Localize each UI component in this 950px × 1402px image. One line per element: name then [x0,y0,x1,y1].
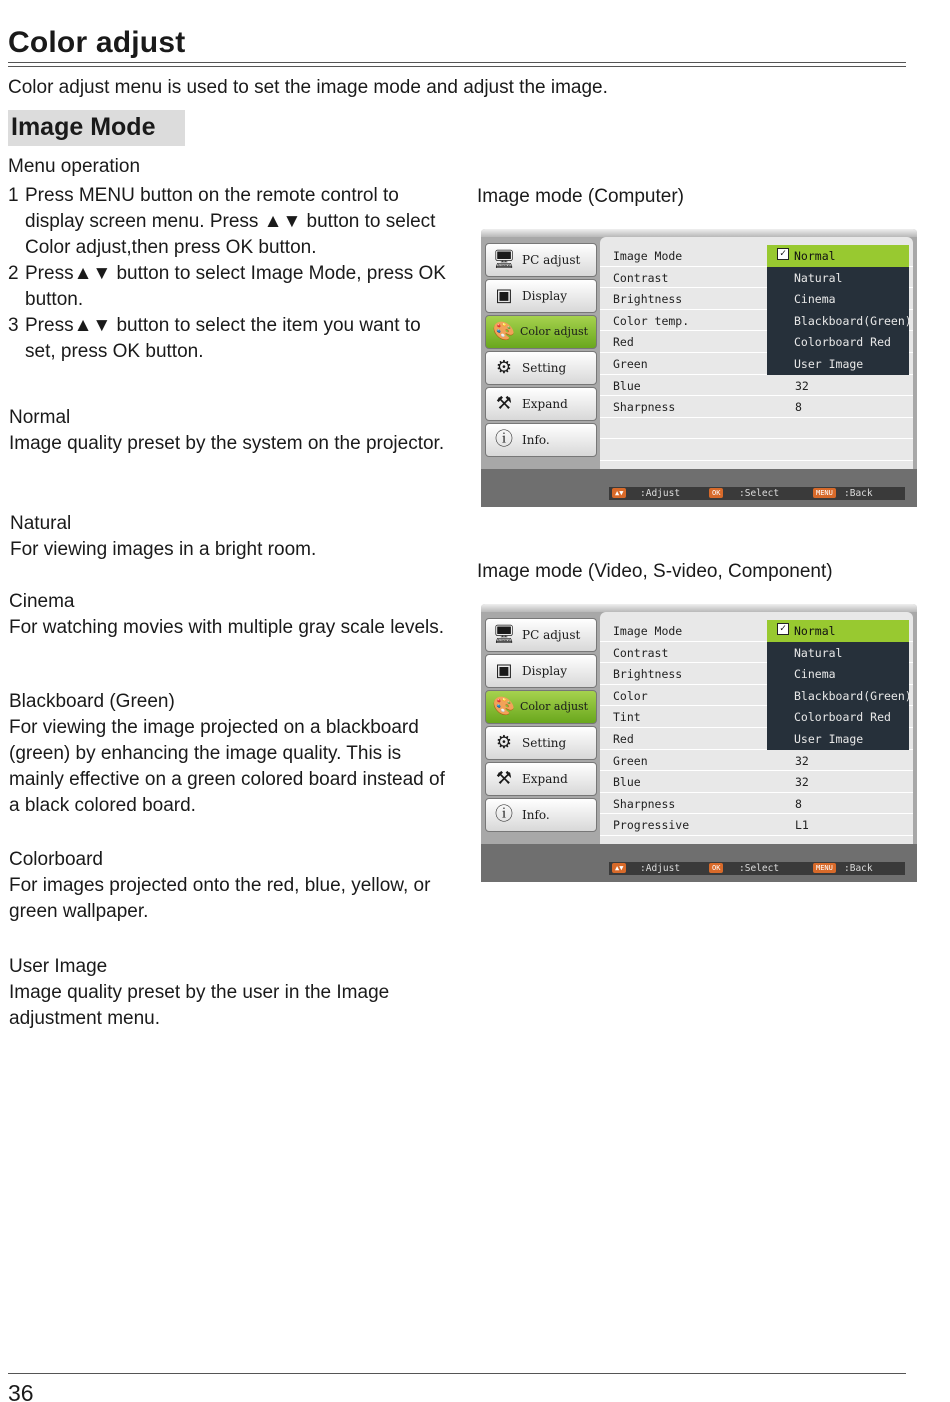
ok-key-icon: OK [709,863,723,873]
ok-key-icon: OK [709,488,723,498]
row-label: Image Mode [613,624,683,638]
palette-icon: 🎨 [492,696,516,717]
nav-label: Expand [522,772,568,786]
nav-display[interactable] [485,279,597,313]
status-adjust: :Adjust [640,863,681,874]
menu-operation-label: Menu operation [8,156,141,177]
row-label: Red [613,335,634,350]
mode-name: Cinema [9,591,75,612]
row-label: Red [613,731,634,746]
image-mode-dropdown [767,620,912,750]
info-icon: ⓘ [495,804,513,825]
step-text: Press▲▼ button to select the item you want to set, press OK button. [25,315,421,362]
step-item [8,183,448,261]
tools-icon: ⚒ [495,768,513,789]
screen-caption: Image mode (Video, S-video, Component) [477,561,833,582]
dropdown-option[interactable]: Colorboard Red [794,335,891,350]
mode-name: User Image [9,956,108,977]
row-value: 8 [795,796,802,811]
monitor-icon: 🖥 [492,249,516,270]
dropdown-option[interactable]: Blackboard(Green) [794,313,912,328]
dropdown-option-selected[interactable]: ✓ Normal [767,620,909,642]
dropdown-option[interactable]: Colorboard Red [794,710,891,725]
dropdown-option[interactable]: Natural [794,645,843,660]
mode-normal [9,405,449,457]
row-label: Color temp. [613,313,690,328]
nav-color-adjust[interactable] [485,315,597,349]
display-icon: ▣ [495,285,513,306]
row-label: Blue [613,775,641,790]
row-label: Progressive [613,818,690,833]
nav-pc-adjust[interactable] [485,618,597,652]
palette-icon: 🎨 [492,321,516,342]
arrows-key-icon: ▲▼ [612,863,626,873]
menu-key-icon: MENU [813,863,836,873]
nav-display[interactable] [485,654,597,688]
menu-row-progressive[interactable] [600,814,913,836]
screen-caption: Image mode (Computer) [477,186,684,207]
mode-name: Colorboard [9,849,103,870]
mode-natural [10,511,450,563]
row-label: Green [613,753,648,768]
row-label: Contrast [613,645,669,660]
nav-label: Expand [522,397,568,411]
osd-top-bevel [481,229,917,237]
nav-label: PC adjust [522,628,581,642]
nav-label: Color adjust [520,325,589,338]
osd-nav [485,243,598,459]
step-item [8,313,448,365]
row-label: Color [613,688,648,703]
menu-row-blue[interactable] [600,375,913,397]
row-label: Green [613,356,648,371]
row-label: Contrast [613,270,669,285]
tools-icon: ⚒ [495,393,513,414]
step-number: 3 [8,315,19,336]
mode-description: For viewing images in a bright room. [10,539,317,560]
display-icon: ▣ [495,660,513,681]
mode-cinema [9,589,449,641]
step-text: Press MENU button on the remote control to display screen menu. Press ▲▼ button to select Color adjust,then press OK button. [25,185,436,258]
dropdown-option[interactable]: Cinema [794,292,836,307]
mode-description: For watching movies with multiple gray scale levels. [9,617,445,638]
menu-row-empty [600,418,913,440]
osd-screen-video [481,604,917,882]
page-number: 36 [8,1380,34,1402]
row-label: Brightness [613,667,683,682]
mode-user-image [9,954,449,1032]
osd-menu-panel [600,237,913,469]
nav-expand[interactable] [485,762,597,796]
row-value: 32 [795,753,809,768]
row-label: Image Mode [613,249,683,263]
row-label: Sharpness [613,796,676,811]
step-number: 1 [8,185,19,206]
menu-row-sharpness[interactable] [600,396,913,418]
menu-row-blue[interactable] [600,771,913,793]
dropdown-option[interactable]: Natural [794,270,843,285]
gears-icon: ⚙ [495,357,513,378]
row-value: 32 [795,775,809,790]
mode-description: Image quality preset by the user in the Image adjustment menu. [9,982,390,1029]
dropdown-option[interactable]: User Image [794,731,864,746]
osd-status-bar [609,487,905,500]
nav-setting[interactable] [485,351,597,385]
row-label: Brightness [613,292,683,307]
row-label: Blue [613,378,641,393]
footer-rule [8,1373,906,1374]
status-select: :Select [739,863,780,874]
nav-setting[interactable] [485,726,597,760]
nav-label: Display [522,664,568,678]
nav-label: PC adjust [522,253,581,267]
osd-menu-panel [600,612,913,844]
nav-pc-adjust[interactable] [485,243,597,277]
dropdown-option[interactable]: Blackboard(Green) [794,688,912,703]
row-label: Tint [613,710,641,725]
mode-blackboard [9,689,449,819]
info-icon: ⓘ [495,429,513,450]
status-back: :Back [844,488,873,499]
nav-label: Info. [522,433,550,447]
step-number: 2 [8,263,19,284]
title-rule-double [8,66,906,67]
nav-label: Setting [522,361,567,375]
mode-description: For images projected onto the red, blue, yellow, or green wallpaper. [9,875,431,922]
checkbox-icon: ✓ [777,248,789,260]
nav-label: Setting [522,736,567,750]
mode-description: Image quality preset by the system on the projector. [9,433,445,454]
row-value: L1 [795,818,809,833]
image-mode-dropdown [767,245,912,375]
osd-nav [485,618,598,834]
nav-label: Info. [522,808,550,822]
status-adjust: :Adjust [640,488,681,499]
row-label: Sharpness [613,400,676,415]
nav-info[interactable] [485,798,597,832]
mode-name: Natural [10,513,72,534]
checkbox-icon: ✓ [777,623,789,635]
row-value: 32 [795,378,809,393]
gears-icon: ⚙ [495,732,513,753]
mode-name: Normal [9,407,71,428]
step-item [8,261,448,313]
menu-row-sharpness[interactable] [600,793,913,815]
nav-label: Color adjust [520,700,589,713]
menu-key-icon: MENU [813,488,836,498]
nav-expand[interactable] [485,387,597,421]
dropdown-option[interactable]: Cinema [794,667,836,682]
osd-top-bevel [481,604,917,612]
mode-description: For viewing the image projected on a blackboard (green) by enhancing the image quality. This is mainly effective on a green colored board instead of a black colored board. [9,717,445,816]
menu-row-green[interactable] [600,750,913,772]
mode-colorboard [9,847,449,925]
intro-text: Color adjust menu is used to set the image mode and adjust the image. [8,77,608,98]
page-title: Color adjust [8,26,186,59]
status-select: :Select [739,488,780,499]
dropdown-option[interactable]: User Image [794,356,864,371]
osd-screen-computer [481,229,917,507]
nav-label: Display [522,289,568,303]
monitor-icon: 🖥 [492,624,516,645]
title-rule [8,62,906,63]
status-back: :Back [844,863,873,874]
mode-name: Blackboard (Green) [9,691,175,712]
dropdown-option-selected[interactable]: ✓ Normal [767,245,909,267]
arrows-key-icon: ▲▼ [612,488,626,498]
menu-row-empty [600,439,913,461]
nav-color-adjust[interactable] [485,690,597,724]
steps-list [8,183,448,365]
section-heading: Image Mode [8,110,185,146]
nav-info[interactable] [485,423,597,457]
row-value: 8 [795,400,802,415]
osd-status-bar [609,862,905,875]
step-text: Press▲▼ button to select Image Mode, press OK button. [25,263,446,310]
